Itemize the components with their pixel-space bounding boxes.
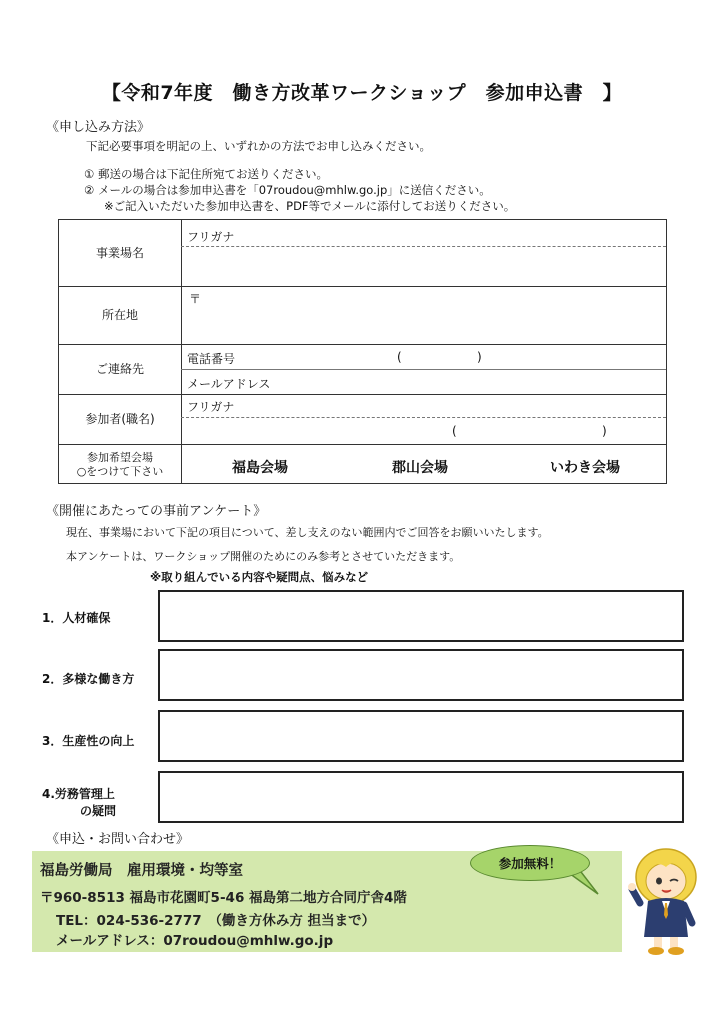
survey-hint: ※取り組んでいる内容や疑問点、悩みなど	[150, 570, 369, 584]
address-label: 所在地	[101, 308, 138, 322]
venue-label	[59, 445, 181, 485]
venue-fukushima[interactable]: 福島会場	[232, 460, 288, 476]
phone-paren-close: )	[477, 350, 482, 364]
phone-paren-open: (	[397, 350, 402, 364]
address-field[interactable]	[182, 287, 666, 343]
question-4-answer[interactable]	[158, 771, 684, 823]
postal-mark: 〒	[189, 292, 202, 306]
business-name-field[interactable]	[182, 247, 666, 285]
contact-label: ご連絡先	[95, 362, 144, 376]
email-label: メールアドレス	[187, 377, 271, 391]
business-name-label: 事業場名	[95, 245, 144, 260]
phone-label: 電話番号	[187, 352, 236, 366]
question-2-label: 2．多様な働き方	[42, 672, 135, 686]
phone-field[interactable]	[249, 346, 666, 368]
apply-intro: 下記必要事項を明記の上、いずれかの方法でお申し込みください。	[86, 139, 431, 153]
contact-address: 〒960-8513 福島市花園町5-46 福島第二地方合同庁舎4階	[40, 890, 407, 906]
participant-label: 参加者(職名)	[85, 412, 155, 426]
question-4-label-line-1: 4.労務管理上	[42, 787, 115, 801]
email-field[interactable]	[284, 370, 666, 393]
contact-office: 福島労働局 雇用環境・均等室	[40, 863, 243, 879]
mascot-icon	[626, 845, 704, 957]
apply-method-2: ② メールの場合は参加申込書を「07roudou@mhlw.go.jp」に送信ください。	[84, 183, 491, 197]
participant-furigana-label: フリガナ	[187, 400, 235, 414]
question-4-label	[42, 786, 116, 820]
question-3-label: 3．生産性の向上	[42, 734, 135, 748]
venue-iwaki[interactable]: いわき会場	[550, 460, 620, 476]
participant-field[interactable]	[182, 418, 666, 443]
contact-email: メールアドレス：07roudou@mhlw.go.jp	[56, 933, 334, 949]
apply-note: ※ご記入いただいた参加申込書を、PDF等でメールに添付してお送りください。	[104, 199, 516, 213]
survey-heading: 《開催にあたっての事前アンケート》	[46, 504, 267, 519]
apply-heading: 《申し込み方法》	[46, 120, 151, 135]
survey-line-2: 本アンケートは、ワークショップ開催のためにのみ参考とさせていただきます。	[66, 550, 461, 563]
question-4-label-line-2: の疑問	[80, 804, 117, 818]
application-form	[58, 219, 667, 484]
title-paren-open: (	[452, 424, 457, 438]
business-furigana-label: フリガナ	[187, 230, 235, 244]
title-paren-close: )	[602, 424, 607, 438]
venue-koriyama[interactable]: 郡山会場	[392, 460, 448, 476]
contact-heading: 《申込・お問い合わせ》	[46, 832, 190, 847]
question-1-answer[interactable]	[158, 590, 684, 642]
contact-tel: TEL：024-536-2777 （働き方休み方 担当まで）	[56, 913, 376, 929]
venue-label-line-2: ○をつけて下さい	[76, 465, 164, 478]
question-1-label: 1．人材確保	[42, 611, 111, 625]
venue-label-line-1: 参加希望会場	[87, 451, 153, 464]
question-3-answer[interactable]	[158, 710, 684, 762]
free-badge: 参加無料！	[470, 845, 590, 881]
survey-line-1: 現在、事業場において下記の項目について、差し支えのない範囲内でご回答をお願いいたします。	[66, 526, 549, 539]
question-2-answer[interactable]	[158, 649, 684, 701]
page-title: 【令和7年度 働き方改革ワークショップ 参加申込書 】	[101, 82, 623, 104]
apply-method-1: ① 郵送の場合は下記住所宛てお送りください。	[84, 167, 328, 181]
